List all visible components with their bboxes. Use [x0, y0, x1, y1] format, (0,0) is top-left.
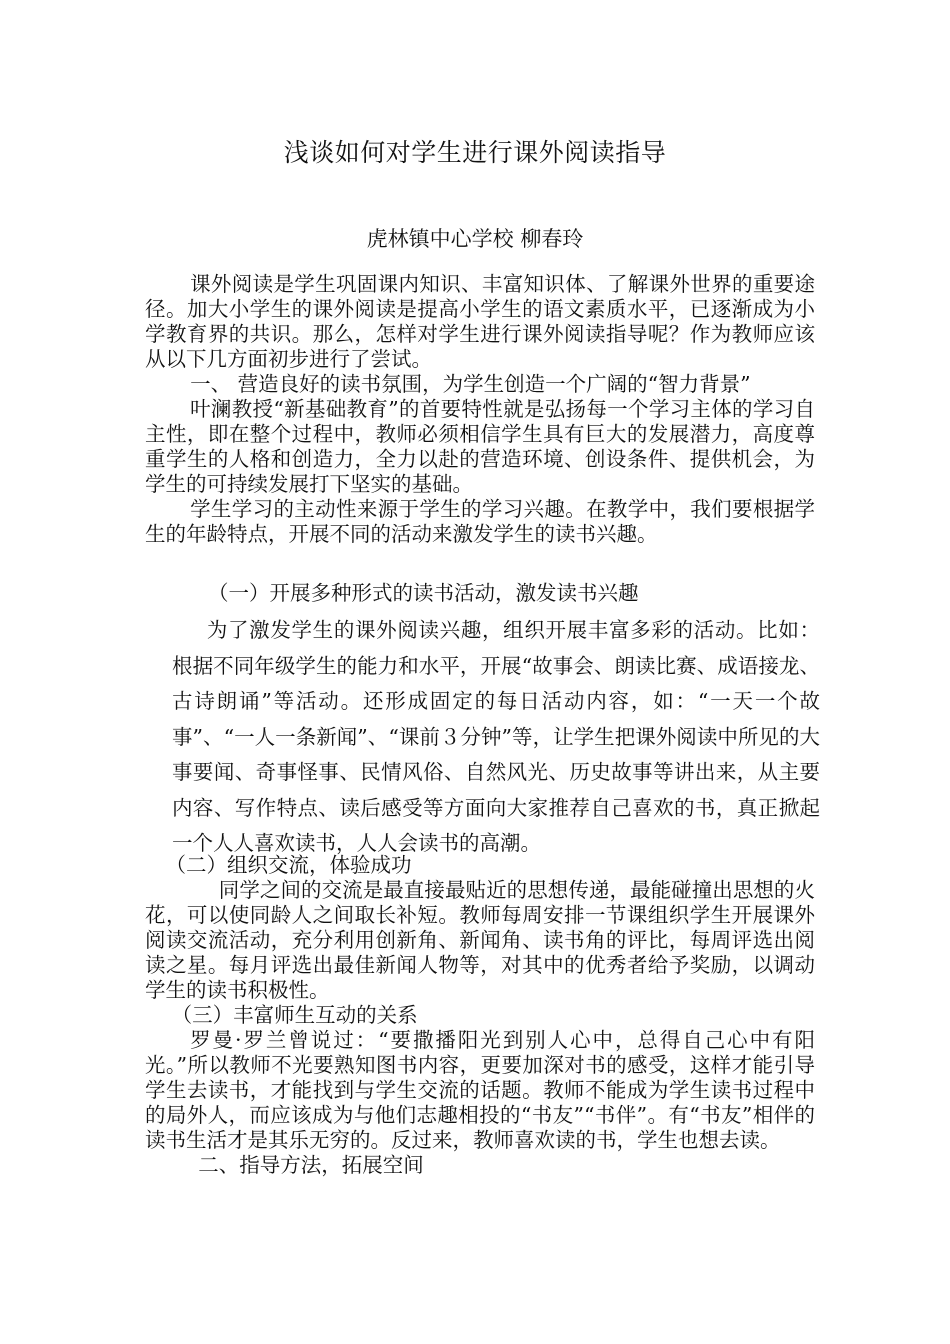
subsection2-block: [145, 853, 815, 1178]
author-line: 虎林镇中心学校 柳春玲: [366, 227, 584, 251]
section1-paragraph-2: 学生学习的主动性来源于学生的学习兴趣。在教学中，我们要根据学生的年龄特点，开展不同的活动来激发学生的读书兴趣。: [145, 497, 815, 546]
subsection2-paragraph: 同学之间的交流是最直接最贴近的思想传递，最能碰撞出思想的火花，可以使同龄人之间取长补短。教师每周安排一节课组织学生开展课外阅读交流活动，充分利用创新角、新闻角、读书角的评比，每周评选出阅读之星。每月评选出最佳新闻人物等，对其中的优秀者给予奖励，以调动学生的读书积极性。: [145, 878, 815, 1002]
subsection1-paragraph: 为了激发学生的课外阅读兴趣，组织开展丰富多彩的活动。比如：根据不同年级学生的能力和水平，开展“故事会、朗读比赛、成语接龙、古诗朗诵”等活动。还形成固定的每日活动内容，如：“一天一个故事”、“一人一条新闻”、“课前３分钟”等，让学生把课外阅读中所见的大事要闻、奇事怪事、民情风俗、自然风光、历史故事等讲出来，从主要内容、写作特点、读后感受等方面向大家推荐自己喜欢的书，真正掀起一个人人喜欢读书，人人会读书的高潮。: [172, 618, 820, 855]
subsection3-paragraph: 罗曼·罗兰曾说过：“要撒播阳光到别人心中，总得自己心中有阳光。”所以教师不光要熟知图书内容，更要加深对书的感受，这样才能引导学生去读书，才能找到与学生交流的话题。教师不能成为学生读书过程中的局外人，而应该成为与他们志趣相投的“书友”“书伴”。有“书友”相伴的读书生活才是其乐无穷的。反过来，教师喜欢读的书，学生也想去读。: [145, 1028, 815, 1152]
intro-paragraph: 课外阅读是学生巩固课内知识、丰富知识体、了解课外世界的重要途径。加大小学生的课外阅读是提高小学生的语文素质水平，已逐渐成为小学教育界的共识。那么，怎样对学生进行课外阅读指导呢？作为教师应该从以下几方面初步进行了尝试。: [145, 272, 815, 371]
subsection1-heading: （一）开展多种形式的读书活动，激发读书兴趣: [208, 581, 639, 605]
intro-block: [145, 272, 815, 547]
section2-heading: 二、指导方法，拓展空间: [198, 1153, 424, 1177]
section1-paragraph-1: 叶澜教授“新基础教育”的首要特性就是弘扬每一个学习主体的学习自主性，即在整个过程中，教师必须相信学生具有巨大的发展潜力，高度尊重学生的人格和创造力，全力以赴的营造环境、创设条件、提供机会，为学生的可持续发展打下坚实的基础。: [145, 397, 815, 496]
section1-heading: 一、 营造良好的读书氛围，为学生创造一个广阔的“智力背景”: [190, 372, 751, 396]
page-title: 浅谈如何对学生进行课外阅读指导: [283, 138, 667, 167]
subsection1-block: [172, 613, 820, 862]
subsection3-heading: （三）丰富师生互动的关系: [171, 1003, 418, 1027]
subsection2-heading: （二）组织交流，体验成功: [165, 853, 412, 877]
